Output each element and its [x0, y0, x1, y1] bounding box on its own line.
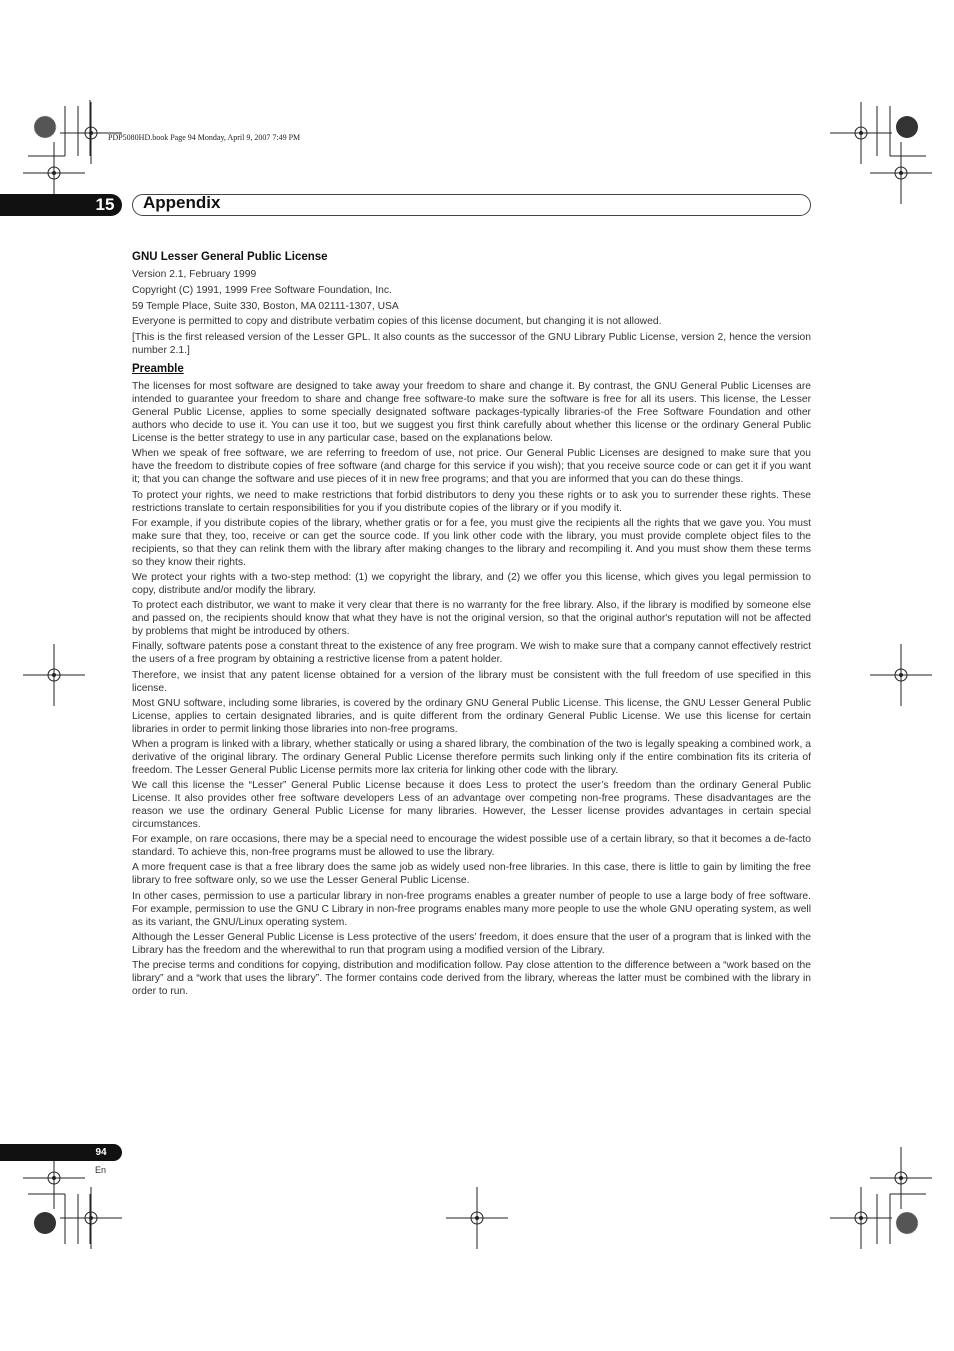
license-title: GNU Lesser General Public License [132, 251, 328, 263]
preamble-paragraph: The licenses for most software are designed to take away your freedom to share and change it. By contrast, the GNU General Public Licenses are intended to guarantee your freedom to share and change free software-to make sure the software is free for all its users. This license, the Lesser General Public License, applies to some specially designated software packages-typically libraries-of the Free Software Foundation and other authors who decide to use it. You can use it too, but we suggest you first think carefully about whether this license or the ordinary General Public License is the better strategy to use in any particular case, based on the explanations below. [132, 381, 811, 445]
chapter-number: 15 [95, 195, 115, 214]
language-code: En [95, 1165, 107, 1175]
preamble-heading: Preamble [132, 363, 184, 376]
preamble-paragraph: Finally, software patents pose a constant threat to the existence of any free program. We wish to make sure that a company cannot effectively restrict the users of a free program by obtaining a restrictive license from a patent holder. [132, 641, 811, 666]
license-version: Version 2.1, February 1999 [132, 269, 257, 280]
license-address: 59 Temple Place, Suite 330, Boston, MA 02111-1307, USA [132, 300, 399, 312]
preamble-paragraph: For example, on rare occasions, there may be a special need to encourage the widest possible use of a certain library, so that it becomes a de-facto standard. To achieve this, non-free programs must be allowed to use the library. [132, 834, 811, 859]
preamble-paragraph: Most GNU software, including some libraries, is covered by the ordinary GNU General Public License. This license, the GNU Lesser General Public License, applies to certain designated libraries, and is quite different from the ordinary General Public License. We use this license for certain libraries in order to permit linking those libraries into non-free programs. [132, 697, 811, 735]
preamble-paragraph: To protect your rights, we need to make restrictions that forbid distributors to deny you these rights or to ask you to surrender these rights. These restrictions translate to certain responsibilities for you if you distribute copies of the library or if you modify it. [132, 489, 811, 514]
preamble-paragraph: In other cases, permission to use a particular library in non-free programs enables a greater number of people to use a large body of free software. For example, permission to use the GNU C Library in non-free programs enables many more people to use the whole GNU operating system, as well as its variant, the GNU/Linux operating system. [132, 890, 811, 928]
license-permission: Everyone is permitted to copy and distribute verbatim copies of this license document, but changing it is not allowed. [132, 316, 662, 328]
preamble-paragraph: Therefore, we insist that any patent license obtained for a version of the library must be consistent with the full freedom of use specified in this license. [132, 669, 811, 694]
calibration-disc-top-right [896, 116, 918, 138]
preamble-paragraph: For example, if you distribute copies of the library, whether gratis or for a fee, you must give the recipients all the rights that we gave you. You must make sure that they, too, receive or can get the source code. If you link other code with the library, you must provide complete object files to the recipients, so that they can relink them with the library after making changes to the library and recompiling it. And you must show them these terms so they know their rights. [132, 517, 811, 568]
book-info-line: PDP5080HD.book Page 94 Monday, April 9, 2007 7:49 PM [108, 133, 301, 142]
preamble-paragraph: We call this license the “Lesser” General Public License because it does Less to protect the user’s freedom than the ordinary General Public License. It also provides other free software developers Less of an advantage over competing non-free programs. These disadvantages are the reason we use the ordinary General Public License for many libraries. However, the Lesser license provides advantages in certain special circumstances. [132, 780, 811, 831]
preamble-paragraph: To protect each distributor, we want to make it very clear that there is no warranty for the free library. Also, if the library is modified by someone else and passed on, the recipients should know that what they have is not the original version, so that the original author's reputation will not be affected by problems that might be introduced by others. [132, 600, 811, 638]
header-bar [132, 194, 811, 216]
license-note: [This is the first released version of the Lesser GPL. It also counts as the successor of the GNU Library Public License, version 2, hence the version number 2.1.] [132, 332, 811, 357]
calibration-disc-bottom-left [34, 1212, 56, 1234]
license-content [132, 251, 811, 1000]
page-number: 94 [95, 1147, 107, 1158]
preamble-paragraph: A more frequent case is that a free library does the same job as widely used non-free libraries. In this case, there is little to gain by limiting the free library to free software only, so we use the Lesser General Public License. [132, 862, 811, 887]
preamble-paragraph: Although the Lesser General Public License is Less protective of the users’ freedom, it does ensure that the user of a program that is linked with the Library has the freedom and the wherewithal to run that program using a modified version of the Library. [132, 931, 811, 956]
preamble-paragraph: The precise terms and conditions for copying, distribution and modification follow. Pay close attention to the difference between a “work based on the library” and a “work that uses the library”. The former contains code derived from the library, whereas the latter must be combined with the library in order to run. [132, 960, 811, 997]
calibration-disc-bottom-right [896, 1212, 918, 1234]
preamble-paragraph: We protect your rights with a two-step method: (1) we copyright the library, and (2) we offer you this license, which gives you legal permission to copy, distribute and/or modify the library. [132, 571, 811, 596]
license-copyright: Copyright (C) 1991, 1999 Free Software Foundation, Inc. [132, 284, 392, 296]
calibration-disc-top-left [34, 116, 56, 138]
page-title: Appendix [143, 193, 221, 212]
preamble-paragraph: When a program is linked with a library, whether statically or using a shared library, the combination of the two is legally speaking a combined work, a derivative of the original library. The ordinary General Public License therefore permits such linking only if the entire combination fits its criteria of freedom. The Lesser General Public License permits more lax criteria for linking other code with the library. [132, 738, 811, 776]
preamble-paragraph: When we speak of free software, we are referring to freedom of use, not price. Our General Public Licenses are designed to make sure that you have the freedom to distribute copies of free software (and charge for this service if you wish); that you receive source code or can get it if you want it; that you can change the software and use pieces of it in new free programs; and that you are informed that you can do these things. [132, 448, 811, 486]
